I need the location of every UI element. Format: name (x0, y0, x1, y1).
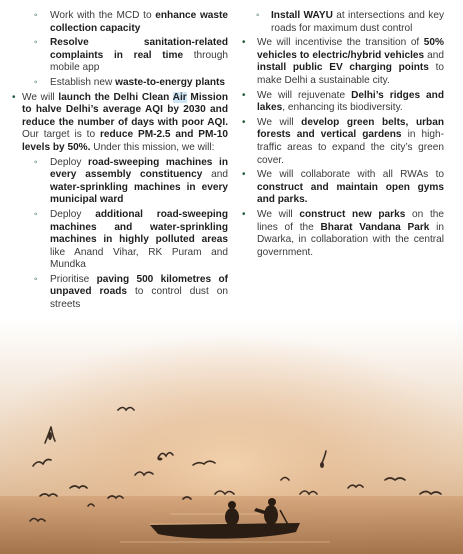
bullet-icon: ◦ (256, 10, 260, 21)
list-item: ◦ Resolve sanitation-related complaints in real time through mobile app (34, 37, 228, 74)
list-item: • We will incentivise the transition of 50% vehicles to electric/hybrid vehicles and install public EV charging points to make Delhi a sustainable city. (242, 37, 444, 86)
list-item: ◦ Deploy additional road-sweeping machines and water-sprinkling machines in highly polluted areas like Anand Vihar, RK Puram and Mundka (34, 208, 228, 271)
bullet-icon: • (242, 116, 246, 128)
bullet-icon: • (242, 89, 246, 101)
bullet-icon: ◦ (34, 156, 38, 168)
river-scene-illustration (0, 318, 463, 554)
list-item: • We will launch the Delhi Clean Air Mission to halve Delhi’s average AQI by 2030 and reduce the number of days with poor AQI. Our target is to reduce PM-2.5 and PM-10 levels by 50%. Under this mission, we will: (12, 91, 228, 153)
left-column (10, 0, 228, 314)
bullet-icon: • (242, 37, 246, 49)
list-item: • We will rejuvenate Delhi’s ridges and lakes, enhancing its biodiversity. (242, 89, 444, 114)
list-item: ◦ Install WAYU at intersections and key roads for maximum dust control (256, 10, 444, 34)
bullet-icon: ◦ (34, 273, 38, 285)
bullet-icon: ◦ (34, 10, 38, 21)
bullet-icon: • (12, 91, 16, 103)
list-item: • We will collaborate with all RWAs to construct and maintain open gyms and parks. (242, 169, 444, 206)
list-item: ◦ Establish new waste-to-energy plants (34, 76, 226, 88)
list-item: ◦ Prioritise paving 500 kilometres of unpaved roads to control dust on streets (34, 273, 228, 311)
bullet-icon: ◦ (34, 37, 38, 49)
bullet-icon: • (242, 208, 246, 220)
river-boat-photo (0, 318, 463, 554)
bullet-icon: ◦ (34, 208, 38, 220)
list-item: ◦ Work with the MCD to enhance waste collection capacity (34, 10, 228, 34)
list-item: ◦ Deploy road-sweeping machines in every assembly constituency and water-sprinkling machines in every municipal ward (34, 156, 228, 206)
bullet-icon: ◦ (34, 76, 38, 88)
list-item: • We will construct new parks on the lines of the Bharat Vandana Park in Dwarka, in collaboration with the central government. (242, 208, 444, 258)
list-item: • We will develop green belts, urban forests and vertical gardens in high-traffic areas to expand the city’s green cover. (242, 116, 444, 166)
bullet-icon: • (242, 169, 246, 181)
highlighted-text: Air (172, 91, 187, 103)
right-column (240, 0, 444, 261)
